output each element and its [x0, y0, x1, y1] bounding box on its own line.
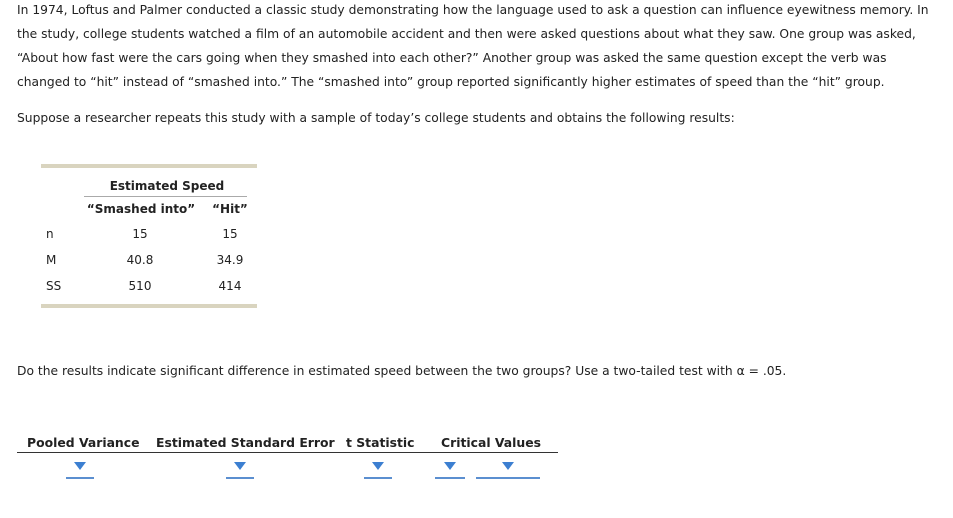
critical-value-lower-dropdown[interactable] — [435, 461, 465, 479]
column-header-smashed: “Smashed into” — [86, 202, 196, 216]
cell-n-smashed: 15 — [132, 227, 148, 241]
row-label-n: n — [46, 227, 54, 241]
table-top-rule — [41, 164, 257, 168]
setup-paragraph: Suppose a researcher repeats this study with a sample of today’s college students and obtains the following results: — [17, 111, 735, 125]
row-label-ss: SS — [46, 279, 62, 293]
cell-ss-hit: 414 — [218, 279, 242, 293]
dropdown-arrow-icon — [372, 462, 384, 470]
pooled-variance-header: Pooled Variance — [27, 435, 140, 450]
cell-ss-smashed: 510 — [128, 279, 152, 293]
cell-m-smashed: 40.8 — [126, 253, 154, 267]
answer-header-divider — [17, 452, 558, 453]
row-label-m: M — [46, 253, 57, 267]
dropdown-arrow-icon — [444, 462, 456, 470]
table-bottom-rule — [41, 304, 257, 308]
critical-values-header: Critical Values — [441, 435, 542, 450]
critical-value-upper-dropdown[interactable] — [476, 461, 540, 479]
dropdown-arrow-icon — [234, 462, 246, 470]
cell-m-hit: 34.9 — [216, 253, 244, 267]
intro-paragraph: In 1974, Loftus and Palmer conducted a classic study demonstrating how the language used to ask a question can influence eyewitness memory. In the study, college students watched a film of an automobile accident and then were asked questions about what they saw. One group was asked, “About how fast were the cars going when they smashed into each other?” Another group was asked the same question except the verb was changed to “hit” instead of “smashed into.” The “smashed into” group reported significantly higher estimates of speed than the “hit” group. — [17, 3, 929, 89]
question-paragraph: Do the results indicate significant difference in estimated speed between the two groups? Use a two-tailed test with α = .05. — [17, 364, 787, 378]
column-header-hit: “Hit” — [212, 202, 248, 216]
standard-error-header: Estimated Standard Error — [156, 435, 335, 450]
t-statistic-dropdown[interactable] — [364, 461, 392, 479]
t-statistic-header: t Statistic — [346, 435, 415, 450]
table-group-header: Estimated Speed — [109, 179, 225, 193]
cell-n-hit: 15 — [222, 227, 238, 241]
dropdown-arrow-icon — [502, 462, 514, 470]
table-header-divider — [84, 196, 247, 197]
dropdown-arrow-icon — [74, 462, 86, 470]
standard-error-dropdown[interactable] — [226, 461, 254, 479]
pooled-variance-dropdown[interactable] — [66, 461, 94, 479]
